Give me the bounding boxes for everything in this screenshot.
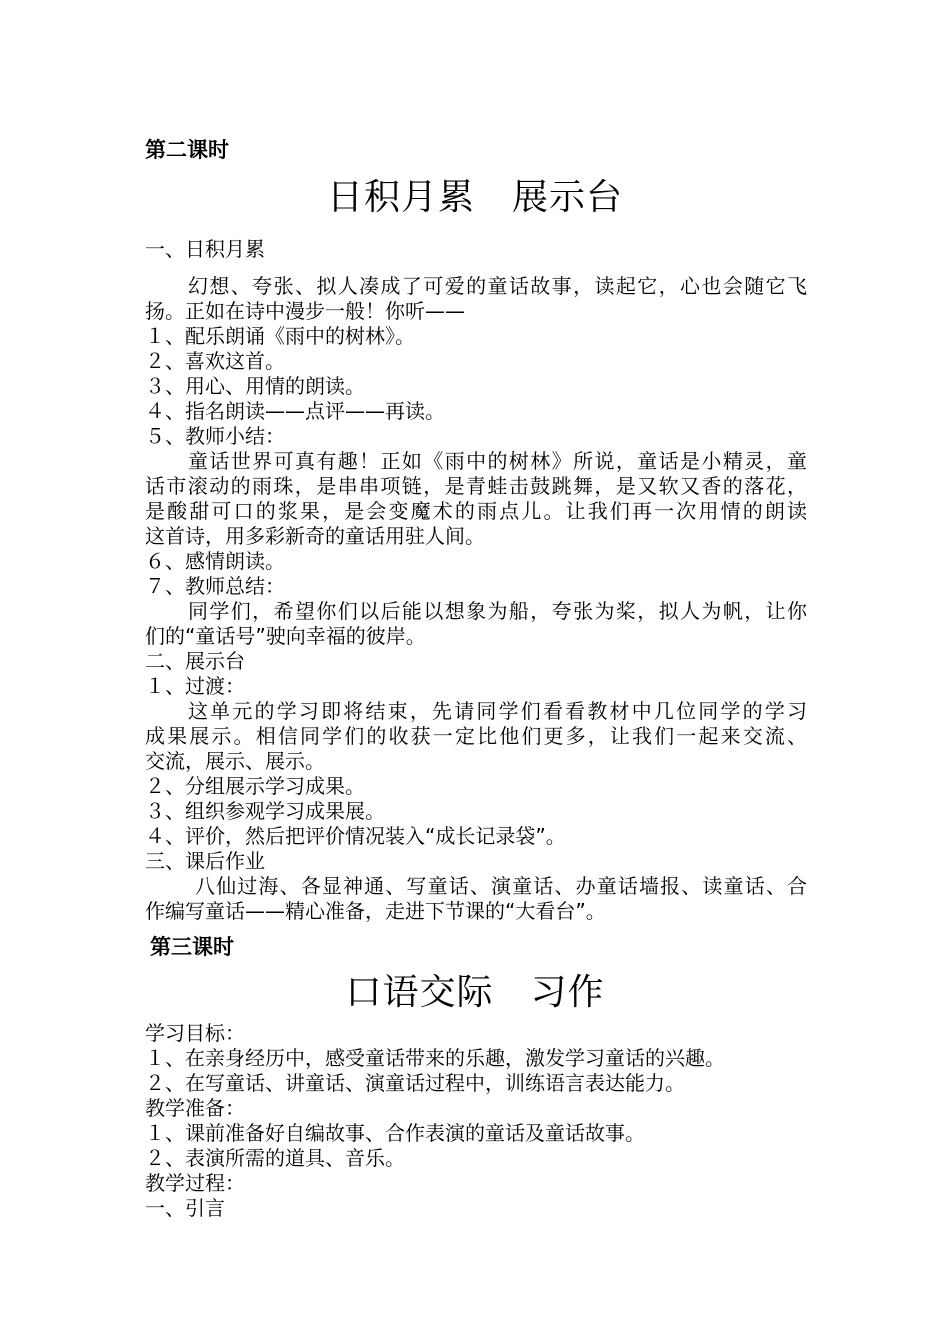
- process-section-1: 一、引言: [145, 1196, 225, 1220]
- section-1-heading: 一、日积月累: [145, 237, 265, 261]
- transition-paragraph-line: 成果展示。相信同学们的收获一定比他们更多，让我们一起来交流、: [145, 724, 807, 748]
- list-item: ５、教师小结：: [145, 424, 285, 448]
- lesson-2-title: 日积月累 展示台: [326, 177, 623, 218]
- list-item: ３、组织参观学习成果展。: [145, 799, 385, 823]
- list-item: １、课前准备好自编故事、合作表演的童话及童话故事。: [145, 1121, 645, 1145]
- intro-paragraph-line: 扬。正如在诗中漫步一般！你听——: [145, 299, 465, 323]
- lesson-3-heading: 第三课时: [150, 935, 234, 959]
- list-item: ７、教师总结：: [145, 574, 285, 598]
- summary-paragraph-line: 这首诗，用多彩新奇的童话用驻人间。: [145, 524, 485, 548]
- list-item: ２、表演所需的道具、音乐。: [145, 1146, 405, 1170]
- list-item: ２、在写童话、讲童话、演童话过程中，训练语言表达能力。: [145, 1071, 685, 1095]
- summary-paragraph-line: 是酸甜可口的浆果，是会变魔术的雨点儿。让我们再一次用情的朗读: [145, 499, 807, 523]
- intro-paragraph-line: 幻想、夸张、拟人凑成了可爱的童话故事，读起它，心也会随它飞: [188, 274, 807, 298]
- section-3-heading: 三、课后作业: [145, 849, 265, 873]
- list-item: ４、评价，然后把评价情况装入“成长记录袋”。: [145, 824, 566, 848]
- list-item: ２、喜欢这首。: [145, 349, 285, 373]
- list-item: ３、用心、用情的朗读。: [145, 374, 365, 398]
- conclusion-paragraph-line: 们的“童话号”驶向幸福的彼岸。: [145, 624, 426, 648]
- prep-heading: 教学准备：: [145, 1096, 245, 1120]
- transition-paragraph-line: 这单元的学习即将结束，先请同学们看看教材中几位同学的学习: [188, 699, 807, 723]
- transition-paragraph-line: 交流，展示、展示。: [145, 749, 325, 773]
- summary-paragraph-line: 话市滚动的雨珠，是串串项链，是青蛙击鼓跳舞，是又软又香的落花，: [145, 474, 807, 498]
- list-item: ２、分组展示学习成果。: [145, 774, 365, 798]
- conclusion-paragraph-line: 同学们，希望你们以后能以想象为船，夸张为桨，拟人为帆，让你: [188, 599, 807, 623]
- process-heading: 教学过程：: [145, 1171, 245, 1195]
- homework-paragraph-line: 八仙过海、各显神通、写童话、演童话、办童话墙报、读童话、合: [195, 874, 807, 898]
- list-item: １、在亲身经历中，感受童话带来的乐趣，激发学习童话的兴趣。: [145, 1046, 725, 1070]
- list-item: １、过渡：: [145, 674, 245, 698]
- homework-paragraph-line: 作编写童话——精心准备，走进下节课的“大看台”。: [145, 899, 606, 923]
- summary-paragraph-line: 童话世界可真有趣！正如《雨中的树林》所说，童话是小精灵，童: [188, 449, 807, 473]
- section-2-heading: 二、展示台: [145, 649, 245, 673]
- list-item: １、配乐朗诵《雨中的树林》。: [145, 324, 415, 348]
- lesson-2-heading: 第二课时: [145, 138, 229, 162]
- goals-heading: 学习目标：: [145, 1021, 245, 1045]
- list-item: ４、指名朗读——点评——再读。: [145, 399, 445, 423]
- lesson-3-title: 口语交际 习作: [345, 972, 605, 1013]
- list-item: ６、感情朗读。: [145, 549, 285, 573]
